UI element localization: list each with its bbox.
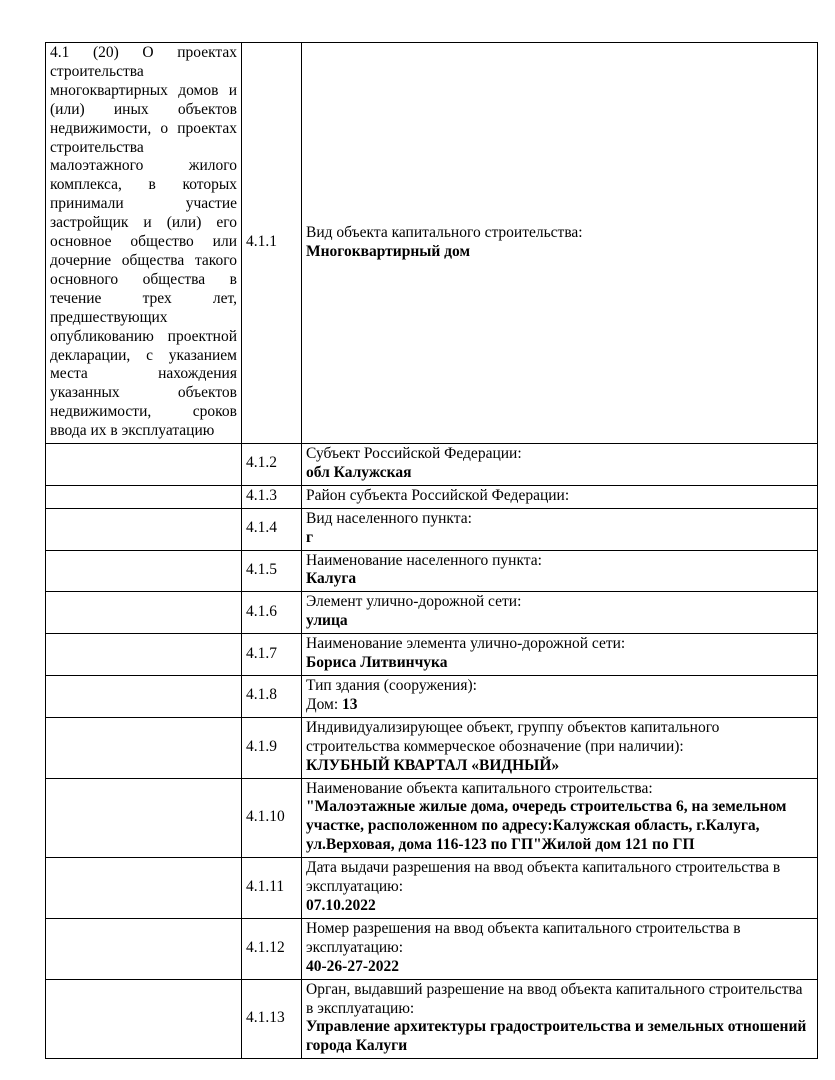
field-value: Бориса Литвинчука <box>306 654 448 672</box>
section-description-empty <box>46 634 242 676</box>
row-code: 4.1.6 <box>242 592 302 634</box>
row-code: 4.1.8 <box>242 676 302 718</box>
field-label: Наименование элемента улично-дорожной сети: <box>306 635 626 653</box>
row-content <box>302 444 818 486</box>
table-row <box>46 858 818 919</box>
row-content <box>302 858 818 919</box>
table-row <box>46 592 818 634</box>
section-description-empty <box>46 717 242 778</box>
section-description-empty <box>46 444 242 486</box>
field-value: улица <box>306 612 348 630</box>
field-label: Наименование объекта капитального строительства: <box>306 779 653 797</box>
row-code: 4.1.4 <box>242 508 302 550</box>
table-row <box>46 444 818 486</box>
section-description-empty <box>46 508 242 550</box>
field-value: Калуга <box>306 570 357 588</box>
section-description-empty <box>46 592 242 634</box>
field-label: Вид объекта капитального строительства: <box>306 223 583 241</box>
field-value: обл Калужская <box>306 463 412 481</box>
field-label: Наименование населенного пункта: <box>306 551 542 569</box>
row-content <box>302 717 818 778</box>
table-row <box>46 717 818 778</box>
table-row <box>46 979 818 1059</box>
table-row <box>46 918 818 979</box>
table-row <box>46 778 818 858</box>
table-row <box>46 550 818 592</box>
field-label: Номер разрешения на ввод объекта капитального строительства в эксплуатацию: <box>306 919 741 956</box>
field-value: "Малоэтажные жилые дома, очередь строительства 6, на земельном участке, расположенном по адресу:Калужская область, г.Калуга, ул.Верховая, дома 116-123 по ГП"Жилой дом 121 по ГП <box>306 798 787 854</box>
section-description-empty <box>46 979 242 1059</box>
row-content <box>302 550 818 592</box>
section-description: 4.1 (20) О проектах строительства многоквартирных домов и (или) иных объектов недвижимости, о проектах строительства малоэтажного жилого комплекса, в которых принимали участие застройщик и (или) его основное общество или дочерние общества такого основного общества в течение трех лет, предшествующих опубликованию проектной декларации, с указанием места нахождения указанных объектов недвижимости, сроков ввода их в эксплуатацию <box>46 43 242 444</box>
table-row <box>46 485 818 508</box>
field-label: Орган, выдавший разрешение на ввод объекта капитального строительства в эксплуатацию: <box>306 980 803 1017</box>
row-code: 4.1.9 <box>242 717 302 778</box>
row-content <box>302 979 818 1059</box>
row-content <box>302 43 818 444</box>
row-content <box>302 778 818 858</box>
declaration-table <box>45 42 818 1059</box>
row-content <box>302 918 818 979</box>
field-label: Индивидуализирующее объект, группу объектов капитального строительства коммерческое обозначение (при наличии): <box>306 718 720 755</box>
row-code: 4.1.5 <box>242 550 302 592</box>
field-value: КЛУБНЫЙ КВАРТАЛ «ВИДНЫЙ» <box>306 756 560 774</box>
section-description-empty <box>46 778 242 858</box>
row-content <box>302 634 818 676</box>
row-code: 4.1.11 <box>242 858 302 919</box>
field-value: г <box>306 528 314 546</box>
row-content <box>302 485 818 508</box>
field-label: Субъект Российской Федерации: <box>306 445 522 463</box>
section-description-empty <box>46 550 242 592</box>
table-row <box>46 43 818 444</box>
table-row <box>46 508 818 550</box>
field-label: Элемент улично-дорожной сети: <box>306 593 522 611</box>
row-code: 4.1.3 <box>242 485 302 508</box>
field-value: Многоквартирный дом <box>306 242 471 260</box>
field-label: Дата выдачи разрешения на ввод объекта капитального строительства в эксплуатацию: <box>306 859 781 896</box>
row-content <box>302 508 818 550</box>
field-value: Управление архитектуры градостроительства и земельных отношений города Калуги <box>306 1018 807 1055</box>
field-value: 40-26-27-2022 <box>306 957 399 975</box>
field-value: 13 <box>342 695 358 713</box>
field-label: Район субъекта Российской Федерации: <box>306 486 570 504</box>
row-content <box>302 676 818 718</box>
section-description-empty <box>46 485 242 508</box>
row-code: 4.1.10 <box>242 778 302 858</box>
field-value-prefix: Дом: <box>306 695 343 713</box>
section-description-empty <box>46 918 242 979</box>
field-value: 07.10.2022 <box>306 896 376 914</box>
row-code: 4.1.13 <box>242 979 302 1059</box>
row-code: 4.1.12 <box>242 918 302 979</box>
table-row <box>46 676 818 718</box>
row-content <box>302 592 818 634</box>
section-description-empty <box>46 676 242 718</box>
section-description-empty <box>46 858 242 919</box>
table-row <box>46 634 818 676</box>
row-code: 4.1.2 <box>242 444 302 486</box>
row-code: 4.1.7 <box>242 634 302 676</box>
field-label: Тип здания (сооружения): <box>306 677 477 694</box>
row-code: 4.1.1 <box>242 43 302 444</box>
field-label: Вид населенного пункта: <box>306 509 472 527</box>
